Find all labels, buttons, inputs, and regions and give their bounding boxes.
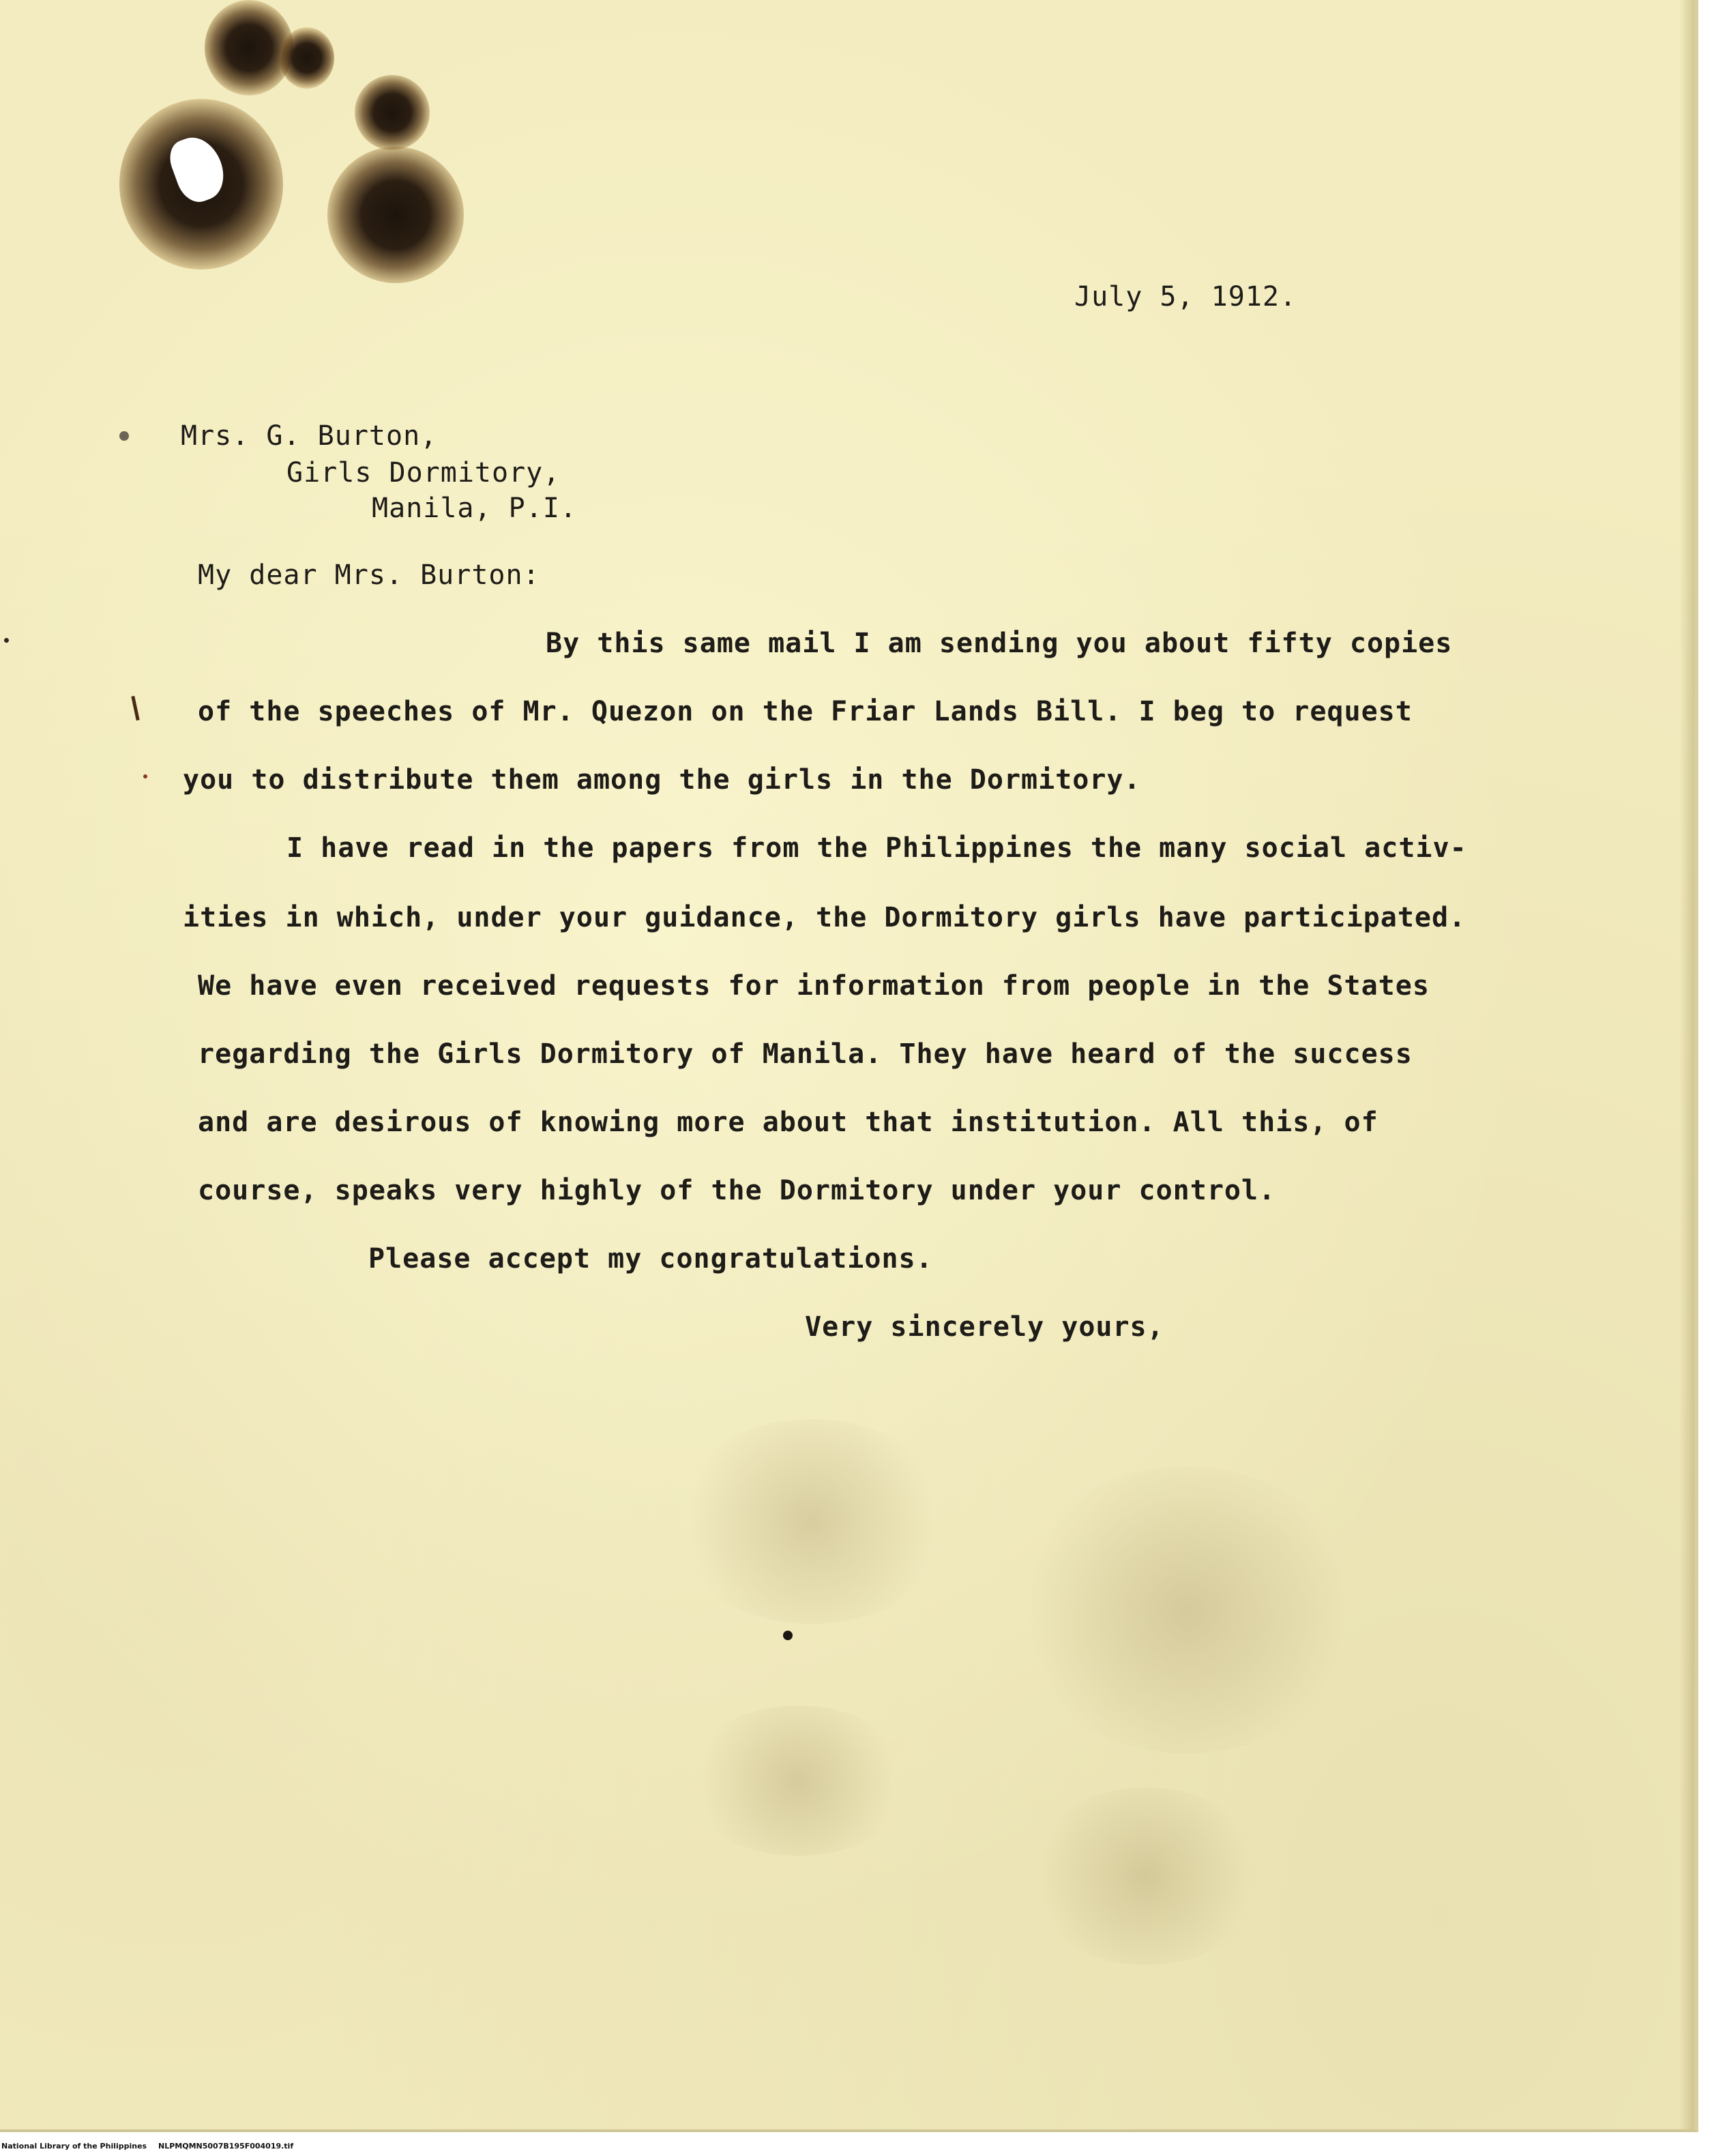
complimentary-close: Very sincerely yours, — [805, 1311, 1164, 1343]
scan-footer — [0, 2139, 1710, 2156]
body-line: you to distribute them among the girls in the Dormitory. — [183, 764, 1141, 796]
paper-stain — [682, 1706, 914, 1856]
ink-dot — [783, 1631, 793, 1640]
recipient-address-line: Girls Dormitory, — [286, 457, 561, 489]
body-line: By this same mail I am sending you about fifty copies — [546, 628, 1453, 659]
recipient-address-line: Manila, P.I. — [372, 493, 577, 524]
burn-mark — [280, 27, 334, 89]
recipient-name: Mrs. G. Burton, — [181, 420, 438, 452]
paper-stain — [668, 1419, 955, 1624]
ink-mark — [4, 638, 9, 643]
body-line: Please accept my congratulations. — [368, 1243, 933, 1274]
burn-mark — [205, 0, 293, 96]
body-line: of the speeches of Mr. Quezon on the Friar Lands Bill. I beg to request — [198, 696, 1413, 727]
body-line: and are desirous of knowing more about that institution. All this, of — [198, 1107, 1379, 1138]
footer-file-id: NLPMQMN5007B195F004019.tif — [158, 2142, 294, 2151]
letter-date: July 5, 1912. — [1074, 281, 1297, 312]
paper-stain — [1009, 1467, 1364, 1753]
body-line: ities in which, under your guidance, the Dormitory girls have participated. — [183, 902, 1466, 933]
ink-mark — [143, 774, 147, 778]
paper-stain — [1023, 1788, 1269, 1965]
footer-library-name: National Library of the Philippines — [1, 2142, 147, 2151]
ink-mark — [119, 431, 129, 441]
ink-mark — [131, 696, 139, 720]
burn-mark — [355, 75, 430, 150]
burn-mark — [327, 147, 464, 283]
page-edge-shadow — [1679, 0, 1694, 2129]
body-line: I have read in the papers from the Philippines the many social activ- — [286, 832, 1467, 864]
salutation: My dear Mrs. Burton: — [198, 559, 540, 591]
body-line: We have even received requests for information from people in the States — [198, 970, 1430, 1002]
body-line: regarding the Girls Dormitory of Manila. They have heard of the success — [198, 1038, 1413, 1070]
body-line: course, speaks very highly of the Dormitory under your control. — [198, 1175, 1276, 1206]
